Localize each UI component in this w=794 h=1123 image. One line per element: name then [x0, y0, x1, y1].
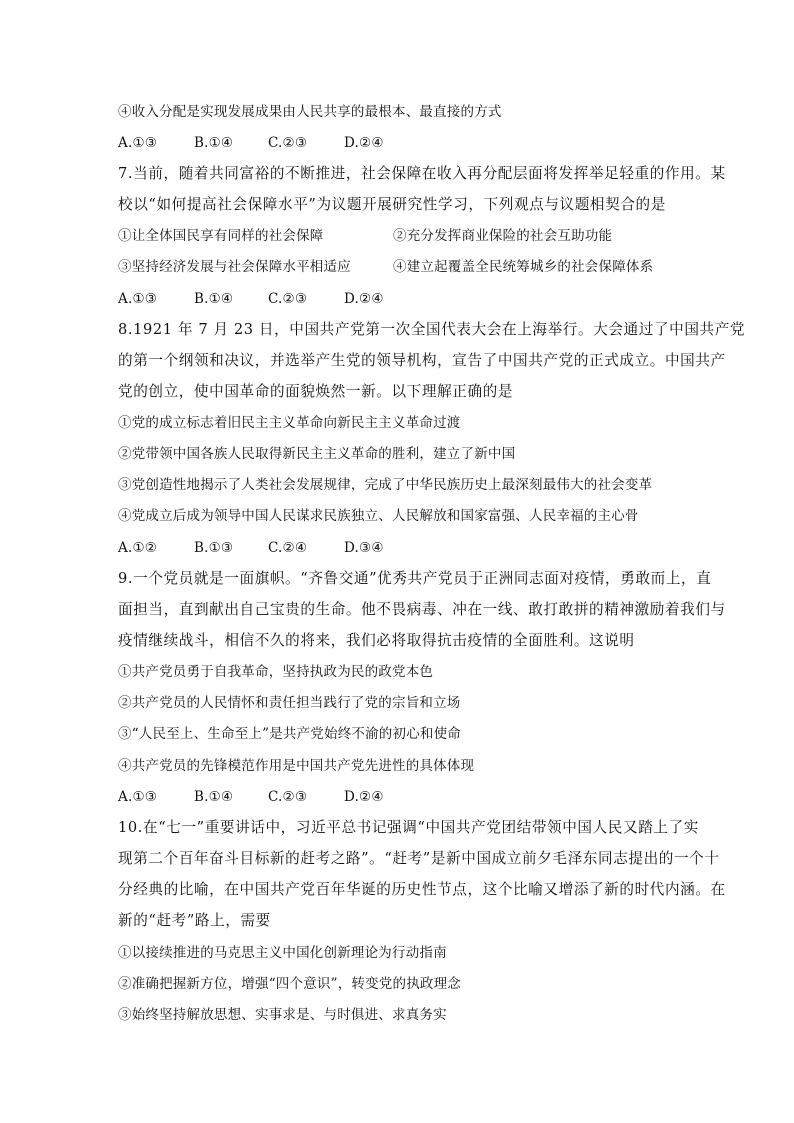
q9-stem-line-3: 疫情继续战斗，相信不久的将来，我们必将取得抗击疫情的全面胜利。这说明: [118, 632, 635, 649]
q8-stem-line-1: 8.1921 年 7 月 23 日，中国共产党第一次全国代表大会在上海举行。大会通过了中国共产党: [118, 321, 746, 338]
q8-option-a: A.①②: [118, 540, 158, 556]
q7-option-a: A.①③: [118, 291, 158, 307]
q6-option-d: D.②④: [344, 135, 384, 151]
q6-item-4: ④收入分配是实现发展成果由人民共享的最根本、最直接的方式: [118, 104, 502, 120]
q9-option-c: C.②③: [268, 789, 308, 805]
q8-stem-line-2: 的第一个纲领和决议，并选举产生党的领导机构，宣告了中国共产党的正式成立。中国共产: [118, 352, 726, 369]
q10-stem-line-2: 现第二个百年奋斗目标新的赶考之路”。“赶考”是新中国成立前夕毛泽东同志提出的一个十: [118, 850, 720, 867]
q10-item-1: ①以接续推进的马克思主义中国化创新理论为行动指南: [118, 945, 447, 961]
q8-item-3: ③党创造性地揭示了人类社会发展规律，完成了中华民族历史上最深刻最伟大的社会变革: [118, 477, 653, 493]
q6-option-c: C.②③: [268, 135, 308, 151]
q7-option-d: D.②④: [344, 291, 384, 307]
q7-item-3: ③坚持经济发展与社会保障水平相适应: [118, 259, 351, 275]
q8-option-c: C.②④: [268, 540, 308, 556]
q8-option-b: B.①③: [194, 540, 234, 556]
q7-item-2: ②充分发挥商业保险的社会互助功能: [393, 228, 613, 244]
q10-item-2: ②准确把握新方位，增强“四个意识”，转变党的执政理念: [118, 976, 462, 992]
q8-option-d: D.③④: [344, 540, 384, 556]
q9-option-b: B.①④: [194, 789, 234, 805]
q7-option-b: B.①④: [194, 291, 234, 307]
q7-items-row-1: [118, 226, 324, 246]
q7-stem-line-2: 校以“如何提高社会保障水平”为议题开展研究性学习，下列观点与议题相契合的是: [118, 196, 666, 213]
q9-item-1: ①共产党员勇于自我革命，坚持执政为民的政党本色: [118, 664, 434, 680]
q6-option-b: B.①④: [194, 135, 234, 151]
q7-option-c: C.②③: [268, 291, 308, 307]
q8-item-2: ②党带领中国各族人民取得新民主主义革命的胜利，建立了新中国: [118, 446, 516, 462]
q9-option-d: D.②④: [344, 789, 384, 805]
q10-stem-line-4: 新的“赶考”路上，需要: [118, 912, 271, 929]
q10-stem-line-3: 分经典的比喻，在中国共产党百年华诞的历史性节点，这个比喻又增添了新的时代内涵。在: [118, 881, 726, 898]
q9-item-3: ③“人民至上、生命至上”是共产党始终不渝的初心和使命: [118, 726, 462, 742]
q9-option-a: A.①③: [118, 789, 158, 805]
q9-options: [118, 787, 384, 807]
q10-item-3: ③始终坚持解放思想、实事求是、与时俱进、求真务实: [118, 1007, 447, 1023]
q6-options: [118, 133, 384, 153]
q10-stem-line-1: 10.在“七一”重要讲话中，习近平总书记强调“中国共产党团结带领中国人民又踏上了实: [118, 819, 699, 836]
q8-item-4: ④党成立后成为领导中国人民谋求民族独立、人民解放和国家富强、人民幸福的主心骨: [118, 508, 639, 524]
q6-option-a: A.①③: [118, 135, 158, 151]
q7-options: [118, 289, 384, 309]
q8-options: [118, 538, 384, 558]
q7-item-4: ④建立起覆盖全民统筹城乡的社会保障体系: [393, 259, 654, 275]
q9-stem-line-2: 面担当，直到献出自己宝贵的生命。他不畏病毒、冲在一线、敢打敢拼的精神激励着我们与: [118, 601, 726, 618]
q9-item-4: ④共产党员的先锋模范作用是中国共产党先进性的具体体现: [118, 758, 475, 774]
q8-stem-line-3: 党的创立，使中国革命的面貌焕然一新。以下理解正确的是: [118, 383, 514, 400]
q7-item-1: ①让全体国民享有同样的社会保障: [118, 228, 324, 244]
q7-stem-line-1: 7.当前，随着共同富裕的不断推进，社会保障在收入再分配层面将发挥举足轻重的作用。某: [118, 165, 726, 182]
q9-item-2: ②共产党员的人民情怀和责任担当践行了党的宗旨和立场: [118, 695, 461, 711]
q8-item-1: ①党的成立标志着旧民主主义革命向新民主主义革命过渡: [118, 415, 461, 431]
q9-stem-line-1: 9.一个党员就是一面旗帜。“齐鲁交通”优秀共产党员于正洲同志面对疫情，勇敢而上，直: [118, 570, 712, 587]
